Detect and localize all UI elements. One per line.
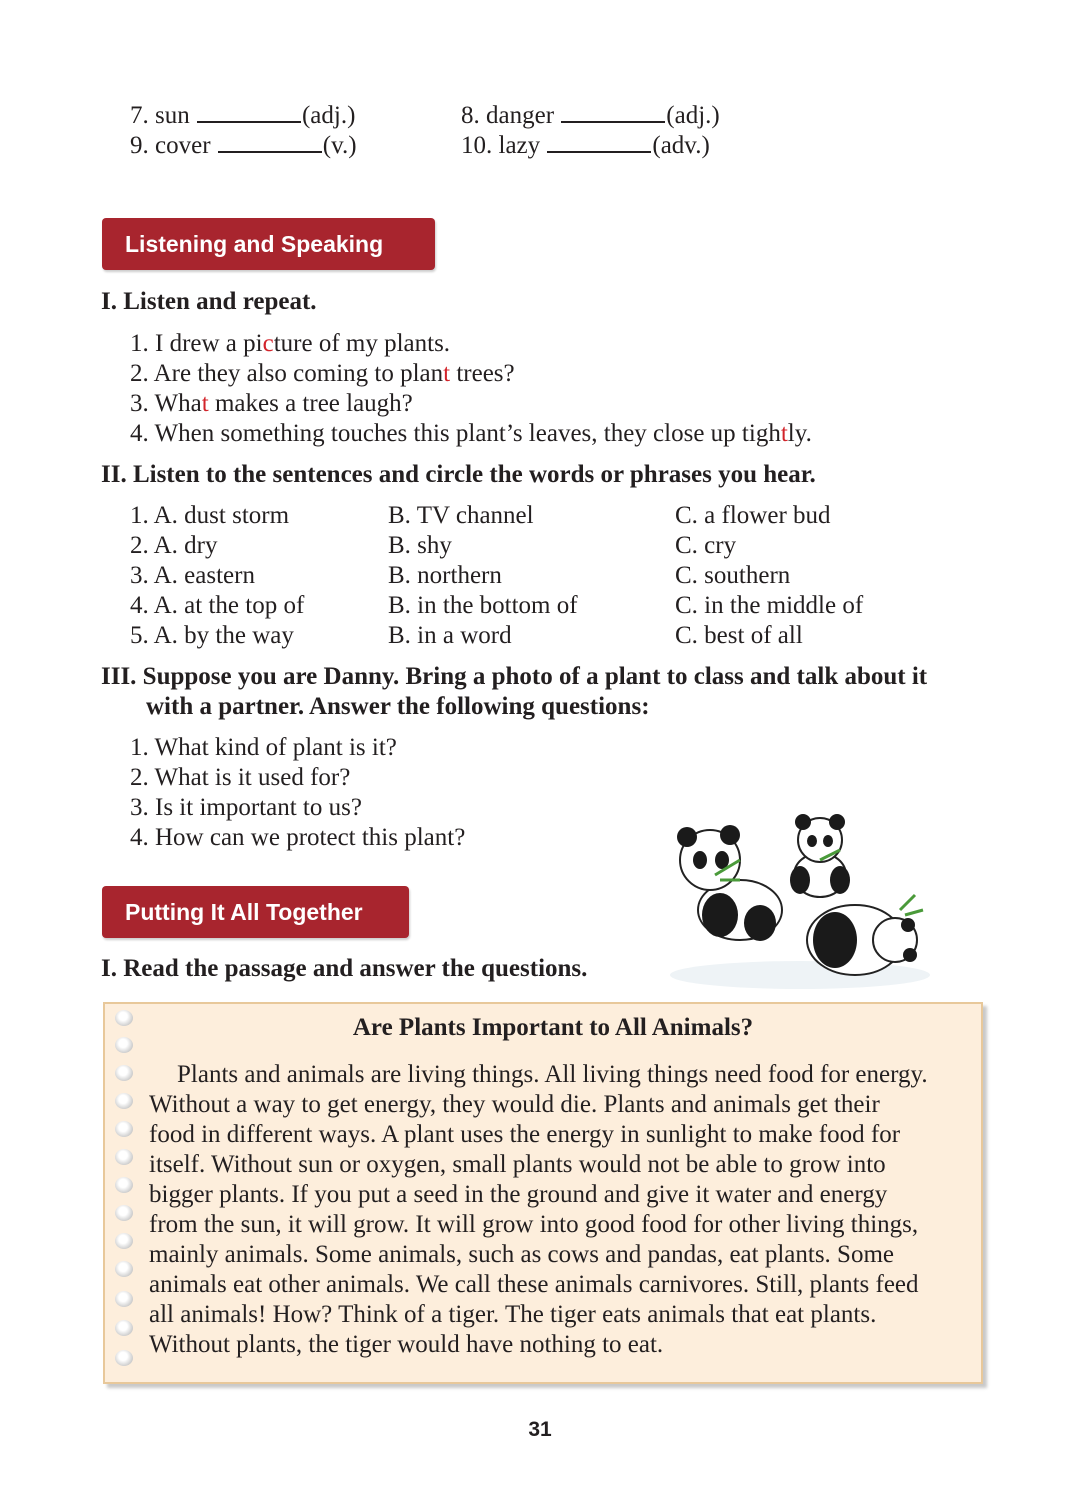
vocab-item-8: 8. danger (adj.) [461, 102, 720, 129]
panda-right [807, 895, 923, 975]
option-choice[interactable]: 2. A. dry [130, 532, 218, 559]
answer-blank[interactable] [197, 101, 301, 123]
option-choice[interactable]: B. in the bottom of [388, 592, 578, 619]
answer-blank[interactable] [561, 101, 665, 123]
passage-line: Plants and animals are living things. All living things need food for energy. [177, 1061, 928, 1088]
option-choice[interactable]: 3. A. eastern [130, 562, 255, 589]
part2-heading: II. Listen to the sentences and circle the words or phrases you hear. [101, 461, 816, 488]
answer-blank[interactable] [218, 131, 322, 153]
read-heading: I. Read the passage and answer the questions. [101, 955, 588, 982]
repeat-item: 1. I drew a picture of my plants. [130, 330, 451, 357]
passage-line: bigger plants. If you put a seed in the ground and give it water and energy [149, 1181, 888, 1208]
option-choice[interactable]: B. TV channel [388, 502, 534, 529]
option-choice[interactable]: B. in a word [388, 622, 512, 649]
section-header-putting-it-together: Putting It All Together [102, 886, 409, 938]
binder-ring-icon [115, 1261, 133, 1277]
question-item: 1. What kind of plant is it? [130, 734, 397, 761]
passage-line: mainly animals. Some animals, such as cows and pandas, eat plants. Some [149, 1241, 894, 1268]
binder-ring-icon [115, 1149, 133, 1165]
part3-heading-line2: with a partner. Answer the following questions: [146, 693, 650, 720]
vocab-item-7: 7. sun (adj.) [130, 102, 356, 129]
question-item: 2. What is it used for? [130, 764, 351, 791]
passage-line: animals eat other animals. We call these animals carnivores. Still, plants feed [149, 1271, 919, 1298]
answer-blank[interactable] [547, 131, 651, 153]
part1-heading: I. Listen and repeat. [101, 288, 317, 315]
binder-ring-icon [115, 1093, 133, 1109]
part3-heading-line1: III. Suppose you are Danny. Bring a photo of a plant to class and talk about it [101, 663, 928, 690]
option-choice[interactable]: B. shy [388, 532, 452, 559]
vocab-item-9: 9. cover (v.) [130, 132, 357, 159]
option-choice[interactable]: C. a flower bud [675, 502, 831, 529]
question-item: 4. How can we protect this plant? [130, 824, 466, 851]
vocab-item-10: 10. lazy (adv.) [461, 132, 710, 159]
pandas-illustration [660, 805, 940, 995]
option-choice[interactable]: 1. A. dust storm [130, 502, 290, 529]
repeat-item: 4. When something touches this plant’s leaves, they close up tightly. [130, 420, 812, 447]
panda-left [677, 825, 782, 941]
binder-ring-icon [115, 1320, 133, 1336]
repeat-item: 2. Are they also coming to plant trees? [130, 360, 515, 387]
passage-line: all animals! How? Think of a tiger. The tiger eats animals that eat plants. [149, 1301, 877, 1328]
binder-ring-icon [115, 1065, 133, 1081]
passage-line: food in different ways. A plant uses the energy in sunlight to make food for [149, 1121, 901, 1148]
repeat-item: 3. What makes a tree laugh? [130, 390, 413, 417]
binder-ring-icon [115, 1233, 133, 1249]
passage-title: Are Plants Important to All Animals? [352, 1014, 754, 1041]
option-choice[interactable]: 5. A. by the way [130, 622, 294, 649]
section-header-listening-speaking: Listening and Speaking [102, 218, 435, 270]
option-choice[interactable]: B. northern [388, 562, 502, 589]
passage-line: Without plants, the tiger would have nothing to eat. [149, 1331, 664, 1358]
question-item: 3. Is it important to us? [130, 794, 362, 821]
option-choice[interactable]: C. southern [675, 562, 791, 589]
binder-ring-icon [115, 1205, 133, 1221]
option-choice[interactable]: 4. A. at the top of [130, 592, 305, 619]
binder-ring-icon [115, 1121, 133, 1137]
panda-middle [790, 814, 850, 897]
passage-line: from the sun, it will grow. It will grow into good food for other living things, [149, 1211, 919, 1238]
binder-ring-icon [115, 1177, 133, 1193]
passage-line: itself. Without sun or oxygen, small plants would not be able to grow into [149, 1151, 886, 1178]
option-choice[interactable]: C. in the middle of [675, 592, 864, 619]
passage-line: Without a way to get energy, they would die. Plants and animals get their [149, 1091, 880, 1118]
binder-ring-icon [115, 1350, 133, 1366]
binder-ring-icon [115, 1291, 133, 1307]
page-number: 31 [528, 1418, 552, 1441]
option-choice[interactable]: C. cry [675, 532, 737, 559]
option-choice[interactable]: C. best of all [675, 622, 803, 649]
